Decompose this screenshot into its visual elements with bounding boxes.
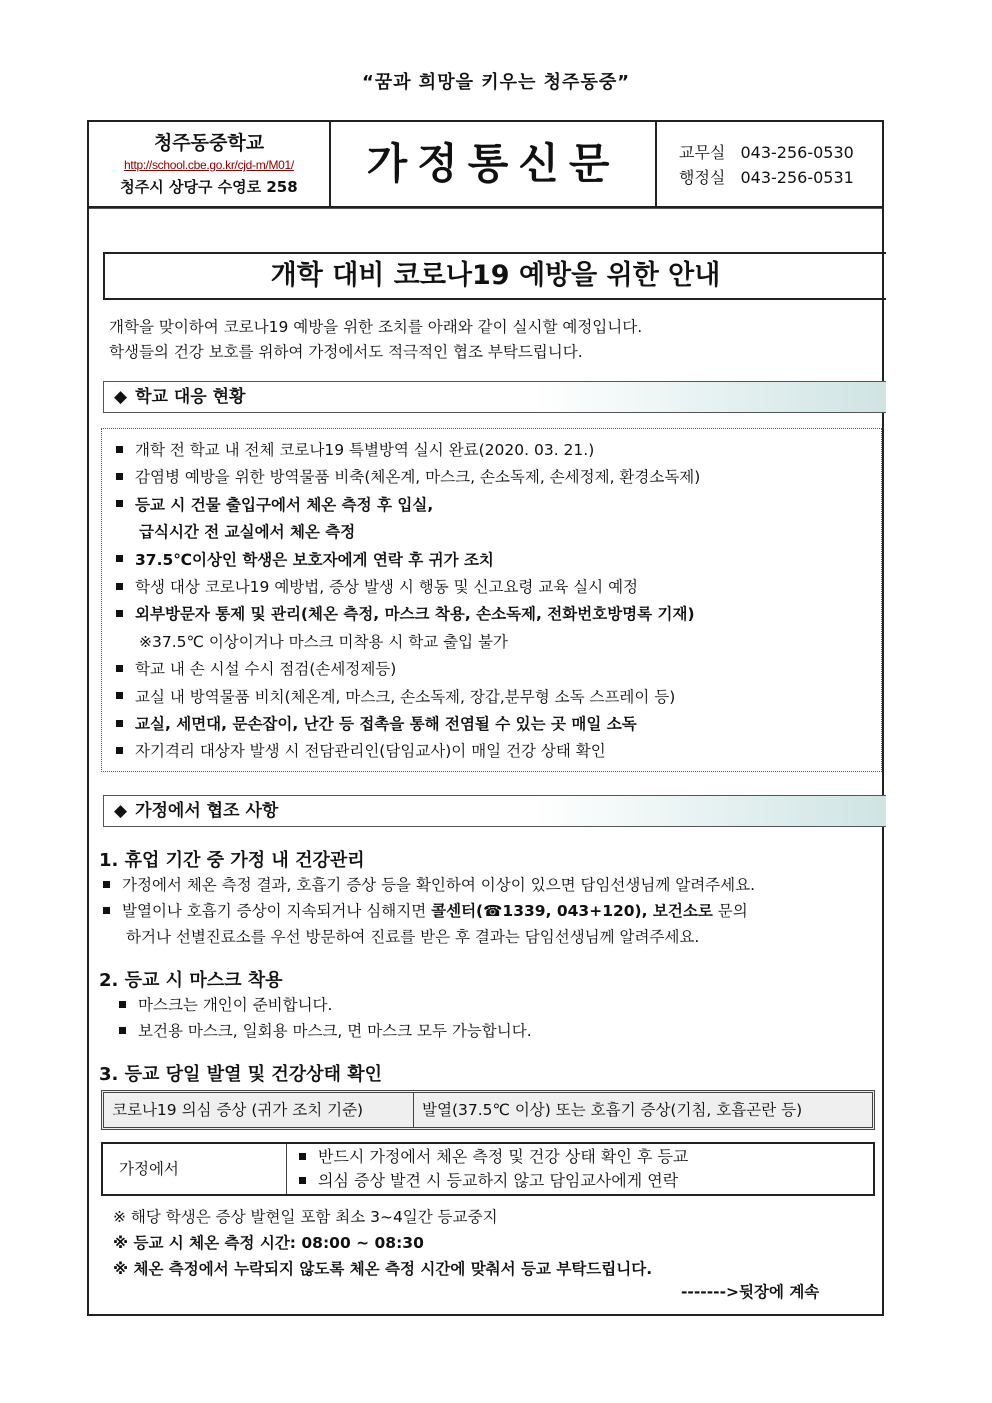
school-name: 청주동중학교 <box>153 132 265 154</box>
square-bullet-icon <box>119 1027 126 1034</box>
continue-on-back: ------->뒷장에 계속 <box>681 1283 820 1301</box>
square-bullet-icon <box>116 555 123 562</box>
document-title: 개학 대비 코로나19 예방을 위한 안내 <box>103 252 886 300</box>
newsletter-frame <box>87 120 884 1316</box>
list-item: 개학 전 학교 내 전체 코로나19 특별방역 실시 완료(2020. 03. 21.) <box>112 437 700 464</box>
list-item: ※37.5℃ 이상이거나 마스크 미착용 시 학교 출입 불가 <box>139 632 508 651</box>
school-motto: “꿈과 희망을 키우는 청주동중” <box>361 72 631 93</box>
list-item: 보건용 마스크, 일회용 마스크, 면 마스크 모두 가능합니다. <box>115 1018 532 1044</box>
section-title: 학교 대응 현황 <box>135 387 246 407</box>
section-header-school-response <box>103 381 886 413</box>
home-check-table <box>101 1142 875 1196</box>
square-bullet-icon <box>116 665 123 672</box>
phone-label: 행정실 <box>679 168 726 187</box>
subsection-heading-3: 3. 등교 당일 발열 및 건강상태 확인 <box>99 1064 383 1085</box>
school-response-box <box>101 428 882 772</box>
square-bullet-icon <box>116 446 123 453</box>
list-item: 발열이나 호흡기 증상이 지속되거나 심해지면 콜센터(☎1339, 043+120), 보건소로 문의 <box>99 898 755 924</box>
square-bullet-icon <box>103 881 110 888</box>
newsletter-title: 가정통신문 <box>331 122 657 206</box>
list-item: 교실, 세면대, 문손잡이, 난간 등 접촉을 통해 전염될 수 있는 곳 매일 소독 <box>112 711 700 738</box>
school-address: 청주시 상당구 수영로 258 <box>120 178 298 196</box>
home-health-list <box>99 872 755 950</box>
phone-row-admin <box>679 165 854 190</box>
mask-list <box>115 992 532 1044</box>
square-bullet-icon <box>119 1001 126 1008</box>
home-label-cell: 가정에서 <box>103 1144 287 1194</box>
symptom-label-cell: 코로나19 의심 증상 (귀가 조치 기준) <box>104 1093 414 1127</box>
subsection-heading-2: 2. 등교 시 마스크 착용 <box>99 970 283 991</box>
header-divider <box>89 208 882 209</box>
list-item: 37.5℃이상인 학생은 보호자에게 연락 후 귀가 조치 <box>112 547 700 574</box>
contact-phones <box>679 140 854 190</box>
list-item: 외부방문자 통제 및 관리(체온 측정, 마스크 착용, 손소독제, 전화번호방명록 기재) <box>112 601 700 628</box>
phone-number: 043-256-0530 <box>740 143 854 162</box>
list-item: 교실 내 방역물품 비치(체온계, 마스크, 손소독제, 장갑,분무형 소독 스프레이 등) <box>112 684 700 711</box>
intro-line: 학생들의 건강 보호를 위하여 가정에서도 적극적인 협조 부탁드립니다. <box>109 343 583 361</box>
school-response-list <box>112 437 700 766</box>
square-bullet-icon <box>116 747 123 754</box>
symptom-table <box>101 1090 875 1130</box>
list-item: 하거나 선별진료소를 우선 방문하여 진료를 받은 후 결과는 담임선생님께 알려주세요. <box>126 928 700 946</box>
phone-number: 043-256-0531 <box>740 168 854 187</box>
list-item: 감염병 예방을 위한 방역물품 비축(체온계, 마스크, 손소독제, 손세정제, 환경소독제) <box>112 464 700 491</box>
list-item: 가정에서 체온 측정 결과, 호흡기 증상 등을 확인하여 이상이 있으면 담임선생님께 알려주세요. <box>99 872 755 898</box>
square-bullet-icon <box>116 583 123 590</box>
note-line: ※ 체온 측정에서 누락되지 않도록 체온 측정 시간에 맞춰서 등교 부탁드립니다. <box>113 1260 653 1278</box>
list-item: 학생 대상 코로나19 예방법, 증상 발생 시 행동 및 신고요령 교육 실시 예정 <box>112 574 700 601</box>
list-item: 급식시간 전 교실에서 체온 측정 <box>139 523 356 542</box>
note-line: ※ 해당 학생은 증상 발현일 포함 최소 3~4일간 등교중지 <box>113 1208 498 1226</box>
newsletter-header <box>89 122 882 208</box>
square-bullet-icon <box>103 907 110 914</box>
section-title: 가정에서 협조 사항 <box>135 801 279 821</box>
note-line: ※ 등교 시 체온 측정 시간: 08:00 ~ 08:30 <box>113 1234 424 1252</box>
square-bullet-icon <box>299 1153 306 1160</box>
diamond-icon: ◆ <box>114 387 128 407</box>
intro-line: 개학을 맞이하여 코로나19 예방을 위한 조치를 아래와 같이 실시할 예정입니다. <box>109 318 643 336</box>
list-item: 의심 증상 발견 시 등교하지 않고 담임교사에게 연락 <box>295 1169 688 1193</box>
notes <box>113 1204 652 1282</box>
section-header-home-cooperation <box>103 795 886 827</box>
square-bullet-icon <box>116 720 123 727</box>
square-bullet-icon <box>116 692 123 699</box>
subsection-heading-1: 1. 휴업 기간 중 가정 내 건강관리 <box>99 850 365 871</box>
home-check-list <box>295 1145 688 1193</box>
school-url-link[interactable]: http://school.cbe.go.kr/cjd-m/M01/ <box>124 158 294 172</box>
list-item: 반드시 가정에서 체온 측정 및 건강 상태 확인 후 등교 <box>295 1145 688 1169</box>
list-item: 학교 내 손 시설 수시 점검(손세정제등) <box>112 656 700 683</box>
square-bullet-icon <box>116 473 123 480</box>
square-bullet-icon <box>116 500 123 507</box>
list-item: 등교 시 건물 출입구에서 체온 측정 후 입실, <box>112 492 700 519</box>
square-bullet-icon <box>116 610 123 617</box>
list-item: 마스크는 개인이 준비합니다. <box>115 992 532 1018</box>
diamond-icon: ◆ <box>114 801 128 821</box>
intro-text <box>109 315 642 365</box>
school-info <box>89 122 331 206</box>
symptom-value-cell: 발열(37.5℃ 이상) 또는 호흡기 증상(기침, 호흡곤란 등) <box>422 1101 803 1119</box>
square-bullet-icon <box>299 1177 306 1184</box>
phone-row-office <box>679 140 854 165</box>
phone-label: 교무실 <box>679 143 726 162</box>
list-item: 자기격리 대상자 발생 시 전담관리인(담임교사)이 매일 건강 상태 확인 <box>112 738 700 765</box>
